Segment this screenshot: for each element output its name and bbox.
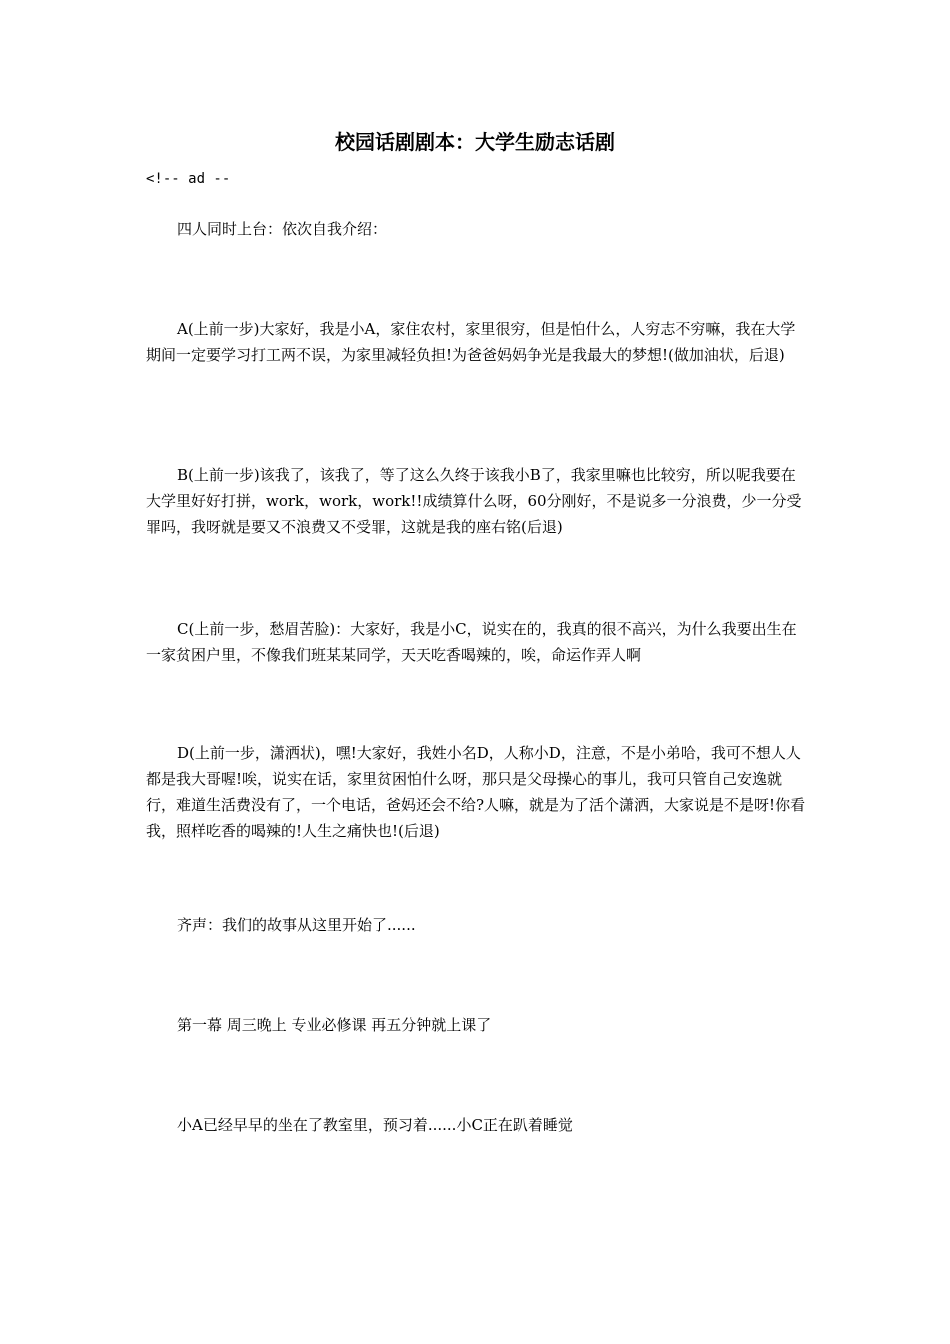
paragraph-character-d: D(上前一步，潇洒状)，嘿!大家好，我姓小名D，人称小D，注意，不是小弟哈，我可不想人人都是我大哥喔!唉，说实在话，家里贫困怕什么呀，那只是父母操心的事儿，我可只管自己安逸就行，难道生活费没有了，一个电话，爸妈还会不给?人嘛，就是为了活个潇洒，大家说是不是呀!你看我，照样吃香的喝辣的!人生之痛快也!(后退)	[146, 744, 806, 840]
paragraph-act-one-scene: 小A已经早早的坐在了教室里，预习着......小C正在趴着睡觉	[177, 1116, 573, 1134]
paragraph-character-b: B(上前一步)该我了，该我了，等了这么久终于该我小B了，我家里嘛也比较穷，所以呢我要在大学里好好打拼，work，work，work!!成绩算什么呀，60分刚好，不是说多一分浪费，少一分受罪吗，我呀就是要又不浪费又不受罪，这就是我的座右铭(后退)	[146, 466, 802, 536]
paragraph-character-a: A(上前一步)大家好，我是小A，家住农村，家里很穷，但是怕什么，人穷志不穷嘛，我在大学期间一定要学习打工两不误，为家里减轻负担!为爸爸妈妈争光是我最大的梦想!(做加油状，后退)	[146, 320, 796, 364]
paragraph-character-c: C(上前一步，愁眉苦脸)：大家好，我是小C，说实在的，我真的很不高兴，为什么我要出生在一家贫困户里，不像我们班某某同学，天天吃香喝辣的，唉，命运作弄人啊	[146, 620, 797, 664]
document-title: 校园话剧剧本：大学生励志话剧	[335, 130, 615, 154]
paragraph-chorus: 齐声：我们的故事从这里开始了......	[177, 916, 416, 934]
paragraph-intro: 四人同时上台：依次自我介绍：	[177, 220, 388, 238]
paragraph-act-one-heading: 第一幕 周三晚上 专业必修课 再五分钟就上课了	[177, 1016, 492, 1034]
ad-comment-text: <!-- ad --	[146, 171, 231, 187]
